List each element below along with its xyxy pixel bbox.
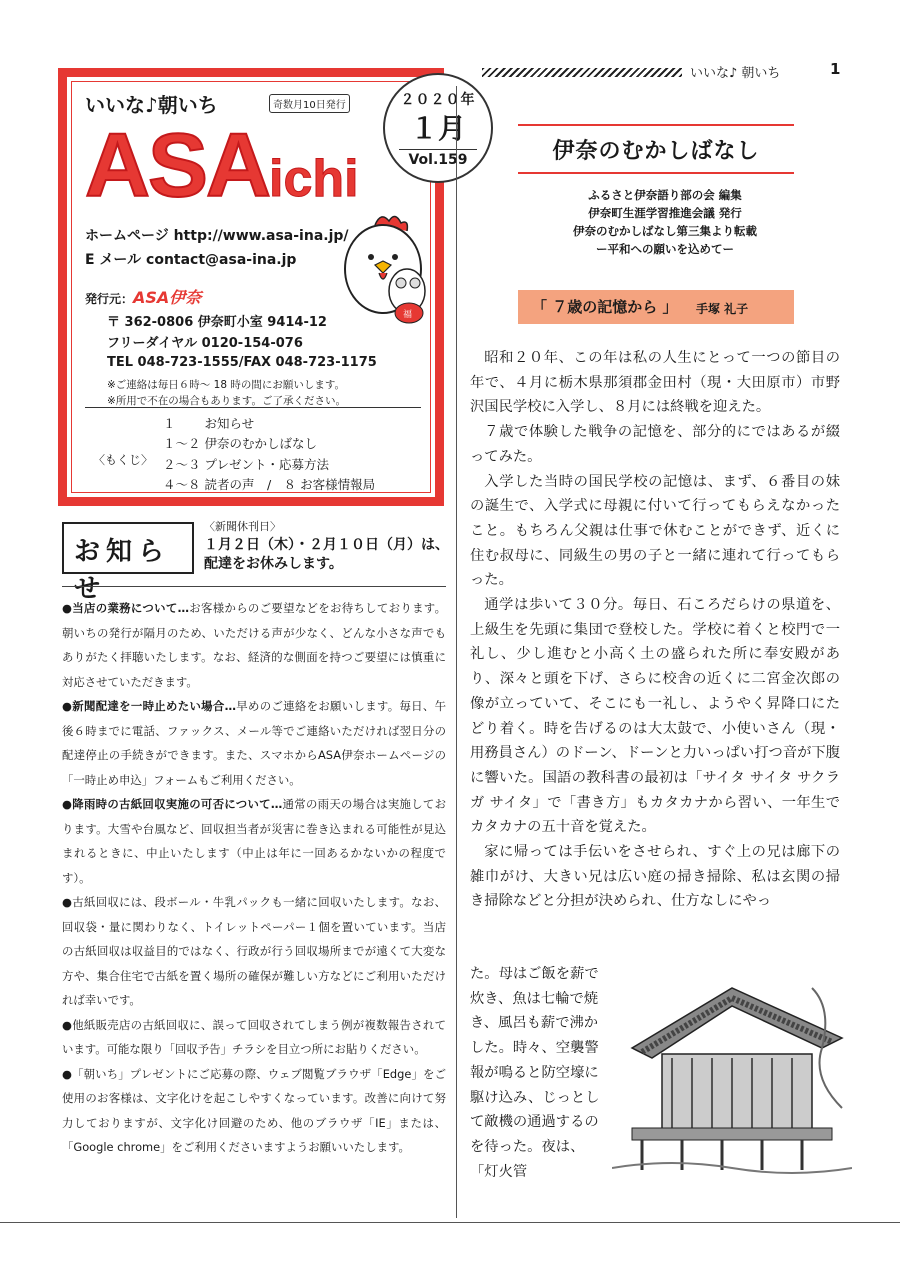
footer-rule	[0, 1222, 900, 1223]
story-paragraph: 家に帰っては手伝いをさせられ、すぐ上の兄は廊下の雑巾がけ、大きい兄は広い庭の掃き掃除、私は玄関の掃き掃除などと分担が決められ、仕方なしにやっ	[470, 844, 840, 910]
holiday-dates: １月２日（木）・２月１０日（月）は、	[204, 537, 449, 553]
note-hours: ※ご連絡は毎日６時～ 18 時の間にお願いします。	[107, 379, 345, 391]
email-line[interactable]: E メール contact@asa-ina.jp	[85, 252, 297, 268]
homepage-line[interactable]: ホームページ http://www.asa-ina.jp/	[85, 228, 349, 244]
notice-divider	[62, 586, 446, 587]
holiday-message: 配達をお休みします。	[204, 556, 343, 572]
notice-item: ●降雨時の古紙回収実施の可否について…通常の雨天の場合は実施しております。大雪や台風など、回収担当者が災害に巻き込まれる可能性が見込まれるときに、中止いたします（中止は年に一回あるかないかの程度です）。	[62, 797, 446, 885]
asaichi-logo	[85, 116, 359, 216]
toc-label: 〈もくじ〉	[93, 453, 154, 467]
notice-body	[62, 596, 446, 1160]
newsletter-title: いいな♪朝いち	[85, 93, 218, 117]
credit-editor: ふるさと伊奈語り部の会 編集	[588, 188, 742, 202]
story-narrow-column: た。母はご飯を薪で炊き、魚は七輪で焼き、風呂も薪で沸かした。時々、空襲警報が鳴ると防空壕に駆け込み、じっとして敵機の通過するのを待った。夜は、「灯火管	[470, 966, 600, 1180]
story-paragraph: ７歳で体験した戦争の記憶を、部分的にではあるが綴ってみた。	[470, 424, 840, 465]
svg-text:福: 福	[403, 310, 413, 320]
logo-main: ASA	[85, 116, 270, 216]
issue-badge	[383, 73, 493, 183]
notice-item: ●他紙販売店の古紙回収に、誤って回収されてしまう例が複数報告されています。可能な限り「回収予告」チラシを目立つ所にお貼りください。	[62, 1017, 446, 1056]
publisher-label: 発行元：	[85, 292, 134, 306]
toc-item: １～２ 伊奈のむかしばなし	[163, 436, 317, 451]
frequency-badge: 奇数月10日発行	[269, 94, 350, 113]
address: 〒 362-0806 伊奈町小室 9414-12	[107, 315, 327, 330]
toc-item: ２～３ プレゼント・応募方法	[163, 457, 329, 472]
chapter-banner	[518, 290, 794, 324]
story-title: 伊奈のむかしばなし	[552, 139, 760, 164]
notice-item: ●当店の業務について…お客様からのご要望などをお待ちしております。朝いちの発行が隔月のため、いただける声が少なく、どんな小さな声でもありがたく拝聴いたします。なお、経済的な側面を持つご要望には慎重に対応させていただきます。	[62, 601, 446, 689]
credit-subtitle: ー平和への願いを込めてー	[596, 242, 734, 256]
credit-source: 伊奈のむかしばなし第三集より転載	[573, 224, 757, 238]
notice-heading: お知らせ	[74, 537, 171, 604]
toc-divider	[85, 407, 421, 408]
tel-fax: TEL 048-723-1555/FAX 048-723-1175	[107, 355, 377, 370]
masthead	[58, 68, 476, 506]
holiday-notice	[204, 536, 454, 574]
notice-subheading: 〈新聞休刊日〉	[204, 520, 281, 533]
toc-item: ４～８ 読者の声 / ８ お客様情報局	[163, 477, 376, 492]
column-divider	[456, 86, 457, 1218]
notice-item: ●古紙回収には、段ボール・牛乳パックも一緒に回収いたします。なお、回収袋・量に関わりなく、トイレットペーパー１個を置いています。当店の古紙回収は収益目的ではなく、行政が行う回収場所までが遠くて大変な方や、集合住宅で古紙を置く場所の確保が難しい方などにご利用いただければ幸いです。	[62, 895, 446, 1007]
story-paragraph: 昭和２０年、この年は私の人生にとって一つの節目の年で、４月に栃木県那須郡金田村（現・大田原市）市野沢国民学校に入学し、８月には終戦を迎えた。	[470, 350, 840, 416]
story-credits	[470, 186, 860, 258]
toc-item: １ お知らせ	[163, 416, 255, 431]
logo-sub: ichi	[269, 150, 359, 208]
chapter-title: 「 ７歳の記憶から 」	[532, 298, 678, 316]
header-rule	[482, 68, 682, 77]
shrine-illustration-icon	[612, 968, 852, 1182]
chapter-author: 手塚 礼子	[696, 302, 749, 316]
story-paragraph: 入学した当時の国民学校の記憶は、まず、６番目の妹の誕生で、入学式に母親に付いて行ってもらえなかったこと。もちろん父親は仕事で休むことができず、近くに住む叔母に、同級生の男の子と一緒に連れて行ってもらった。	[470, 473, 840, 589]
header-series: いいな♪ 朝いち	[690, 66, 781, 81]
publisher-name: ASA伊奈	[133, 288, 202, 307]
issue-month: １月	[409, 112, 466, 145]
notice-item: ●新聞配達を一時止めたい場合…早めのご連絡をお願いします。毎日、午後６時までに電話、ファックス、メール等でご連絡いただければ翌日分の配達停止の手続きができます。また、スマホからASA伊奈ホームページの「一時止め申込」フォームもご利用ください。	[62, 699, 446, 787]
story-title-frame	[518, 124, 794, 174]
publisher	[85, 285, 201, 308]
notice-heading-box	[62, 522, 194, 604]
story-paragraph: 通学は歩いて３０分。毎日、石ころだらけの県道を、上級生を先頭に集団で登校した。学校に着くと校門で一礼し、少し進むと小高く土の盛られた所に奉安殿があり、深々と頭を下げ、さらに校舎の近くに二宮金次郎の像が立っていて、そこにも一礼し、ようやく昇降口にたどり着く。時を告げるのは大太鼓で、小使いさん（現・用務員さん）のドーン、ドーンと力いっぱい打つ音が下腹に響いた。国語の教科書の最初は「サイタ サイタ サクラ ガ サイタ」で「書き方」もカタカナから習い、一年生でカタカナの五十音を覚えた。	[470, 597, 840, 836]
notice-item: ●「朝いち」プレゼントにご応募の際、ウェブ閲覧ブラウザ「Edge」をご使用のお客様は、文字化けを起こしやすくなっています。改善に向けて努力しておりますが、文字化け回避のため、他のブラウザ「IE」または、「Google chrome」をご利用くださいますようお願いいたします。	[62, 1066, 446, 1154]
free-dial: フリーダイヤル 0120-154-076	[107, 336, 303, 351]
issue-year: ２０２０年	[400, 92, 476, 108]
credit-publisher: 伊奈町生涯学習推進会議 発行	[588, 206, 742, 220]
page-number: 1	[830, 60, 841, 78]
note-absence: ※所用で不在の場合もあります。ご了承ください。	[107, 395, 346, 407]
story-body	[470, 346, 840, 914]
issue-volume: Vol.159	[399, 149, 477, 168]
chicken-mascot-icon	[335, 207, 431, 337]
